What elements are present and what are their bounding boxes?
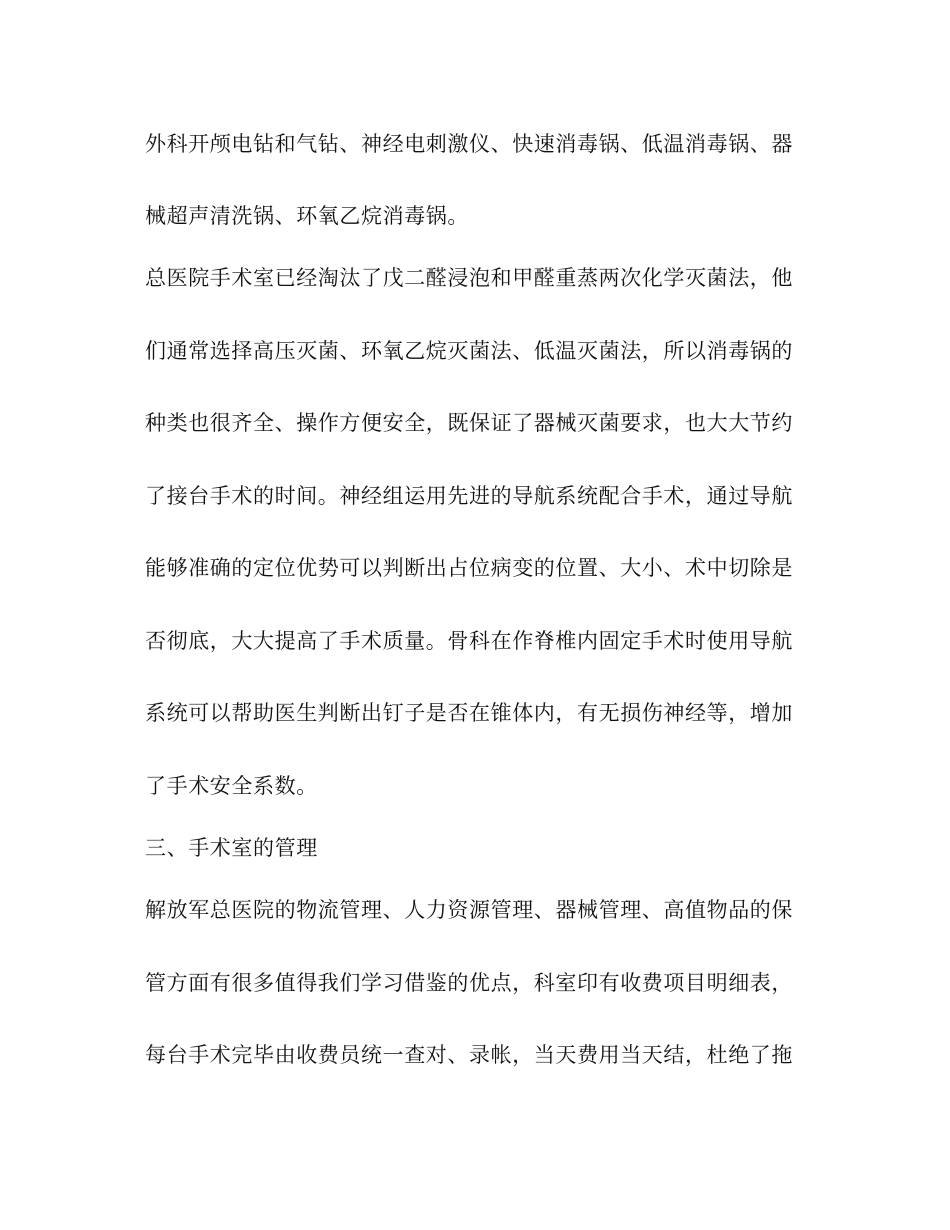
text-line-1: 外科开颅电钻和气钻、神经电刺激仪、快速消毒锅、低温消毒锅、器 xyxy=(145,132,793,156)
text-line-3: 总医院手术室已经淘汰了戊二醛浸泡和甲醛重蒸两次化学灭菌法，他 xyxy=(145,266,793,290)
text-line-14: 每台手术完毕由收费员统一查对、录帐，当天费用当天结，杜绝了拖 xyxy=(145,1043,793,1067)
text-line-2: 械超声清洗锅、环氧乙烷消毒锅。 xyxy=(145,204,469,228)
text-line-5: 种类也很齐全、操作方便安全，既保证了器械灭菌要求，也大大节约 xyxy=(145,411,793,435)
text-line-10: 了手术安全系数。 xyxy=(145,774,318,798)
text-line-9: 系统可以帮助医生判断出钉子是否在锥体内，有无损伤神经等，增加 xyxy=(145,701,793,725)
text-line-6: 了接台手术的时间。神经组运用先进的导航系统配合手术，通过导航 xyxy=(145,484,793,508)
text-line-7: 能够准确的定位优势可以判断出占位病变的位置、大小、术中切除是 xyxy=(145,556,793,580)
text-line-13: 管方面有很多值得我们学习借鉴的优点，科室印有收费项目明细表， xyxy=(145,971,793,995)
text-line-4: 们通常选择高压灭菌、环氧乙烷灭菌法、低温灭菌法，所以消毒锅的 xyxy=(145,339,793,363)
section-heading: 三、手术室的管理 xyxy=(145,836,318,860)
text-line-12: 解放军总医院的物流管理、人力资源管理、器械管理、高值物品的保 xyxy=(145,898,793,922)
text-line-8: 否彻底，大大提高了手术质量。骨科在作脊椎内固定手术时使用导航 xyxy=(145,629,793,653)
